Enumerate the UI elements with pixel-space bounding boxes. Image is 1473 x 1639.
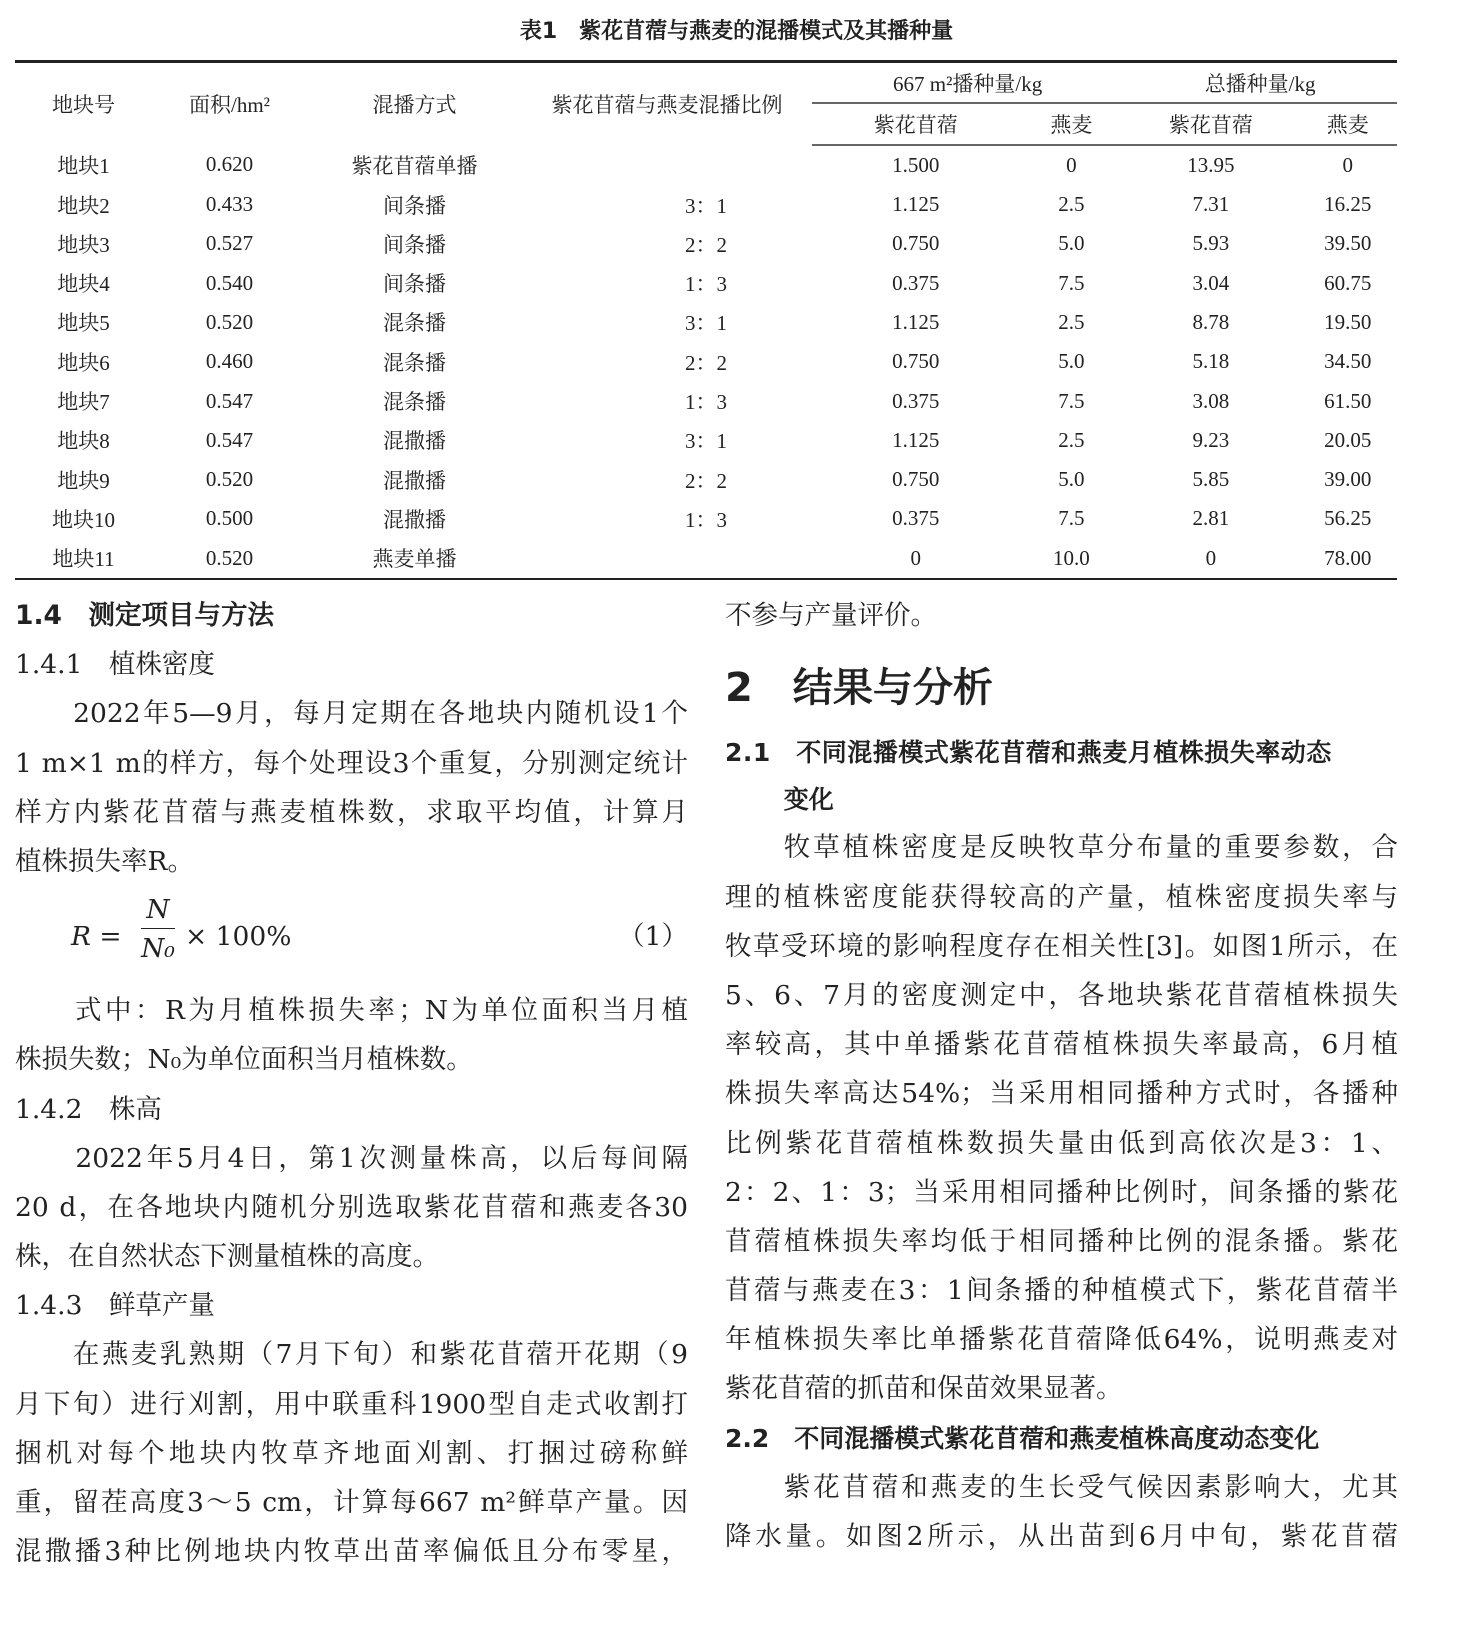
- table-cell: 60.75: [1324, 270, 1372, 295]
- table-cell: 39.00: [1324, 467, 1372, 492]
- table-cell: 3.04: [1192, 270, 1230, 295]
- header-oat: 燕麦: [1298, 103, 1397, 144]
- table-cell: 间条播: [383, 193, 446, 218]
- header-area: 面积/hm²: [152, 62, 307, 145]
- header-alfalfa: 紫花苜蓿: [812, 103, 1019, 144]
- table-cell: 地块4: [57, 272, 110, 297]
- table-cell: 2.5: [1058, 427, 1085, 452]
- table-cell: 0.460: [205, 349, 254, 374]
- table-row: [15, 460, 1397, 499]
- header-total: 总播种量/kg: [1123, 62, 1397, 104]
- header-alfalfa: 紫花苜蓿: [1123, 103, 1298, 144]
- paragraph: [725, 823, 1398, 1413]
- table-cell: 5.0: [1058, 349, 1085, 374]
- text-line: 植株损失率R。: [15, 845, 194, 877]
- section-heading: 1.4 测定项目与方法: [15, 600, 274, 631]
- paragraph: [15, 986, 688, 1084]
- table-cell: 混撒播: [383, 429, 446, 454]
- paragraph: [15, 1330, 688, 1576]
- text-line: 不参与产量评价。: [725, 600, 937, 631]
- table-cell: 0.750: [892, 467, 940, 492]
- table-cell: 0.750: [892, 231, 940, 256]
- section-heading-cont: 变化: [725, 785, 834, 815]
- header-oat: 燕麦: [1019, 103, 1123, 144]
- formula-numerator: N: [141, 892, 175, 929]
- table-cell: 19.50: [1324, 309, 1372, 334]
- table-cell: 混条播: [383, 311, 446, 336]
- table-cell: 1.125: [892, 427, 940, 452]
- formula-lhs: R =: [71, 921, 122, 953]
- table-cell: 5.93: [1192, 231, 1230, 256]
- table-cell: 78.00: [1298, 539, 1397, 579]
- text-line: 式中：R为月植株损失率；N为单位面积当月植: [15, 995, 688, 1027]
- table-cell: 61.50: [1324, 388, 1372, 413]
- table-cell: 混撒播: [383, 468, 446, 493]
- table-cell: 0.620: [205, 152, 254, 177]
- table-cell: 3：1: [685, 429, 727, 454]
- table-cell: 1：3: [685, 507, 727, 532]
- text-line: 重，留茬高度3～5 cm，计算每667 m²鲜草产量。因: [15, 1487, 688, 1518]
- subsection-heading: 1.4.3 鲜草产量: [15, 1290, 215, 1322]
- table-cell: 7.5: [1058, 506, 1085, 531]
- table-row: [15, 499, 1397, 538]
- table-cell: 0.500: [205, 506, 254, 531]
- table-cell: 0.520: [205, 309, 254, 334]
- header-plot: 地块号: [15, 62, 152, 145]
- table-cell: 紫花苜蓿单播: [351, 153, 478, 178]
- paragraph: [725, 591, 1398, 640]
- table-cell: 2.5: [1058, 192, 1085, 217]
- table-cell: 39.50: [1324, 231, 1372, 256]
- table-cell: 0: [1066, 152, 1077, 177]
- table-cell: 34.50: [1324, 349, 1372, 374]
- table-cell: 7.5: [1058, 388, 1085, 413]
- text-line: 苜蓿与燕麦在3：1间条播的种植模式下，紫花苜蓿半: [725, 1275, 1398, 1307]
- table-cell: 地块11: [15, 539, 152, 579]
- text-line: 降水量。如图2所示，从出苗到6月中旬，紫花苜蓿: [725, 1521, 1398, 1552]
- table-cell: 1.500: [892, 152, 940, 177]
- table-cell: 地块7: [57, 390, 110, 415]
- table-cell: 混条播: [383, 350, 446, 375]
- right-column: [725, 591, 1398, 1561]
- text-line: 月下旬）进行刈割，用中联重科1900型自走式收割打: [15, 1388, 688, 1420]
- text-line: 混撒播3种比例地块内牧草出苗率偏低且分布零星，: [15, 1536, 688, 1568]
- text-line: 2：2、1：3；当采用相同播种比例时，间条播的紫花: [725, 1176, 1398, 1208]
- table-cell: 地块9: [57, 468, 110, 493]
- table-cell: 9.23: [1192, 427, 1230, 452]
- table-cell: 地块2: [57, 193, 110, 218]
- text-line: 紫花苜蓿的抓苗和保苗效果显著。: [725, 1373, 1123, 1405]
- table-row: [15, 185, 1397, 224]
- subsection-heading: 1.4.2 株高: [15, 1093, 162, 1125]
- formula-rhs: × 100%: [185, 921, 292, 953]
- table-cell: 56.25: [1324, 506, 1372, 531]
- table-cell: 10.0: [1019, 539, 1123, 579]
- table-cell: 3.08: [1192, 388, 1230, 413]
- table-title: 表1 紫花苜蓿与燕麦的混播模式及其播种量: [519, 19, 954, 44]
- text-line: 捆机对每个地块内牧草齐地面刈割、打捆过磅称鲜: [15, 1437, 688, 1469]
- text-line: 牧草植株密度是反映牧草分布量的重要参数，合: [725, 832, 1398, 864]
- text-line: 样方内紫花苜蓿与燕麦植株数，求取平均值，计算月: [15, 796, 688, 828]
- table-row: [15, 224, 1397, 263]
- table-row: [15, 539, 1397, 579]
- table-cell: 0.375: [892, 506, 940, 531]
- formula-fraction: [141, 892, 175, 969]
- table-cell: 5.0: [1058, 467, 1085, 492]
- table-cell: 0: [812, 539, 1019, 579]
- table-cell: 燕麦单播: [307, 539, 522, 579]
- table-cell: 0.433: [205, 192, 254, 217]
- table-cell: 2.81: [1192, 506, 1230, 531]
- section-heading: 2.1 不同混播模式紫花苜蓿和燕麦月植株损失率动态: [725, 738, 1332, 768]
- table-cell: 2：2: [685, 468, 727, 493]
- table-cell: 地块3: [57, 232, 110, 257]
- table-row: [15, 303, 1397, 342]
- table-row: [15, 342, 1397, 381]
- table-cell: 0: [1123, 539, 1298, 579]
- table-cell: 地块1: [57, 153, 110, 178]
- table-cell: [522, 539, 812, 579]
- table-cell: 20.05: [1324, 427, 1372, 452]
- table-cell: 3：1: [685, 311, 727, 336]
- text-line: 苜蓿植株损失率均低于相同播种比例的混条播。紫花: [725, 1225, 1398, 1257]
- table-row: [15, 263, 1397, 302]
- text-line: 年植株损失率比单播紫花苜蓿降低64%，说明燕麦对: [725, 1324, 1398, 1356]
- text-line: 率较高，其中单播紫花苜蓿植株损失率最高，6月植: [725, 1029, 1398, 1061]
- header-per667: 667 m²播种量/kg: [812, 62, 1123, 104]
- text-line: 株损失率高达54%；当采用相同播种方式时，各播种: [725, 1078, 1398, 1110]
- table-cell: 0.520: [152, 539, 307, 579]
- formula-number: （1）: [618, 921, 688, 953]
- table-cell: 0.527: [205, 231, 254, 256]
- table-cell: 7.5: [1058, 270, 1085, 295]
- table-cell: 0.520: [205, 467, 254, 492]
- table-cell: 5.0: [1058, 231, 1085, 256]
- table-cell: 0.547: [205, 388, 254, 413]
- table-row: [15, 145, 1397, 185]
- table-cell: 0.750: [892, 349, 940, 374]
- paragraph: [725, 1463, 1398, 1561]
- table-cell: [522, 145, 812, 185]
- table-cell: 间条播: [383, 272, 446, 297]
- table-cell: 0.547: [205, 427, 254, 452]
- seeding-table: [15, 60, 1397, 580]
- text-line: 株，在自然状态下测量植株的高度。: [15, 1241, 439, 1273]
- table-cell: 0.540: [205, 270, 254, 295]
- formula: [15, 886, 688, 986]
- text-line: 比例紫花苜蓿植株数损失量由低到高依次是3：1、: [725, 1127, 1398, 1159]
- table-cell: 地块10: [52, 507, 115, 532]
- table-row: [15, 421, 1397, 460]
- section-heading: 2.2 不同混播模式紫花苜蓿和燕麦植株高度动态变化: [725, 1423, 1320, 1453]
- table-cell: 8.78: [1192, 309, 1230, 334]
- table-cell: 2：2: [685, 350, 727, 375]
- left-column: [15, 591, 688, 1576]
- text-line: 株损失数；N₀为单位面积当月植株数。: [15, 1044, 473, 1076]
- text-line: 紫花苜蓿和燕麦的生长受气候因素影响大，尤其: [725, 1471, 1398, 1503]
- header-ratio: 紫花苜蓿与燕麦混播比例: [522, 62, 812, 145]
- table-cell: 1：3: [685, 272, 727, 297]
- table-cell: 1.125: [892, 309, 940, 334]
- text-line: 在燕麦乳熟期（7月下旬）和紫花苜蓿开花期（9: [15, 1339, 688, 1371]
- text-line: 牧草受环境的影响程度存在相关性[3]。如图1所示，在: [725, 930, 1398, 962]
- table-cell: 1：3: [685, 390, 727, 415]
- text-line: 2022年5月4日，第1次测量株高，以后每间隔: [15, 1142, 688, 1174]
- formula-denominator: N₀: [141, 933, 175, 965]
- table-cell: 5.85: [1192, 467, 1230, 492]
- chapter-heading: 2 结果与分析: [725, 665, 993, 712]
- table-cell: 2：2: [685, 232, 727, 257]
- text-line: 20 d，在各地块内随机分别选取紫花苜蓿和燕麦各30: [15, 1191, 688, 1223]
- paragraph: [15, 1134, 688, 1282]
- table-cell: 0.375: [892, 388, 940, 413]
- text-line: 5、6、7月的密度测定中，各地块紫花苜蓿植株损失: [725, 979, 1398, 1011]
- table-cell: 间条播: [383, 232, 446, 257]
- table-cell: 0: [1342, 152, 1353, 177]
- header-method: 混播方式: [307, 62, 522, 145]
- table-cell: 16.25: [1324, 192, 1372, 217]
- table-cell: 7.31: [1192, 192, 1230, 217]
- table-row: [15, 381, 1397, 420]
- table-cell: 2.5: [1058, 309, 1085, 334]
- subsection-heading: 1.4.1 植株密度: [15, 649, 215, 681]
- table-cell: 地块6: [57, 350, 110, 375]
- paragraph: [15, 689, 688, 886]
- table-cell: 13.95: [1187, 152, 1235, 177]
- text-line: 2022年5—9月，每月定期在各地块内随机设1个: [15, 698, 688, 730]
- table-cell: 5.18: [1192, 349, 1230, 374]
- table-cell: 地块5: [57, 311, 110, 336]
- text-line: 1 m×1 m的样方，每个处理设3个重复，分别测定统计: [15, 747, 688, 779]
- table-cell: 混撒播: [383, 507, 446, 532]
- table-cell: 3：1: [685, 193, 727, 218]
- table-cell: 混条播: [383, 390, 446, 415]
- table-cell: 地块8: [57, 429, 110, 454]
- table-cell: 0.375: [892, 270, 940, 295]
- table-cell: 1.125: [892, 192, 940, 217]
- text-line: 理的植株密度能获得较高的产量，植株密度损失率与: [725, 881, 1398, 913]
